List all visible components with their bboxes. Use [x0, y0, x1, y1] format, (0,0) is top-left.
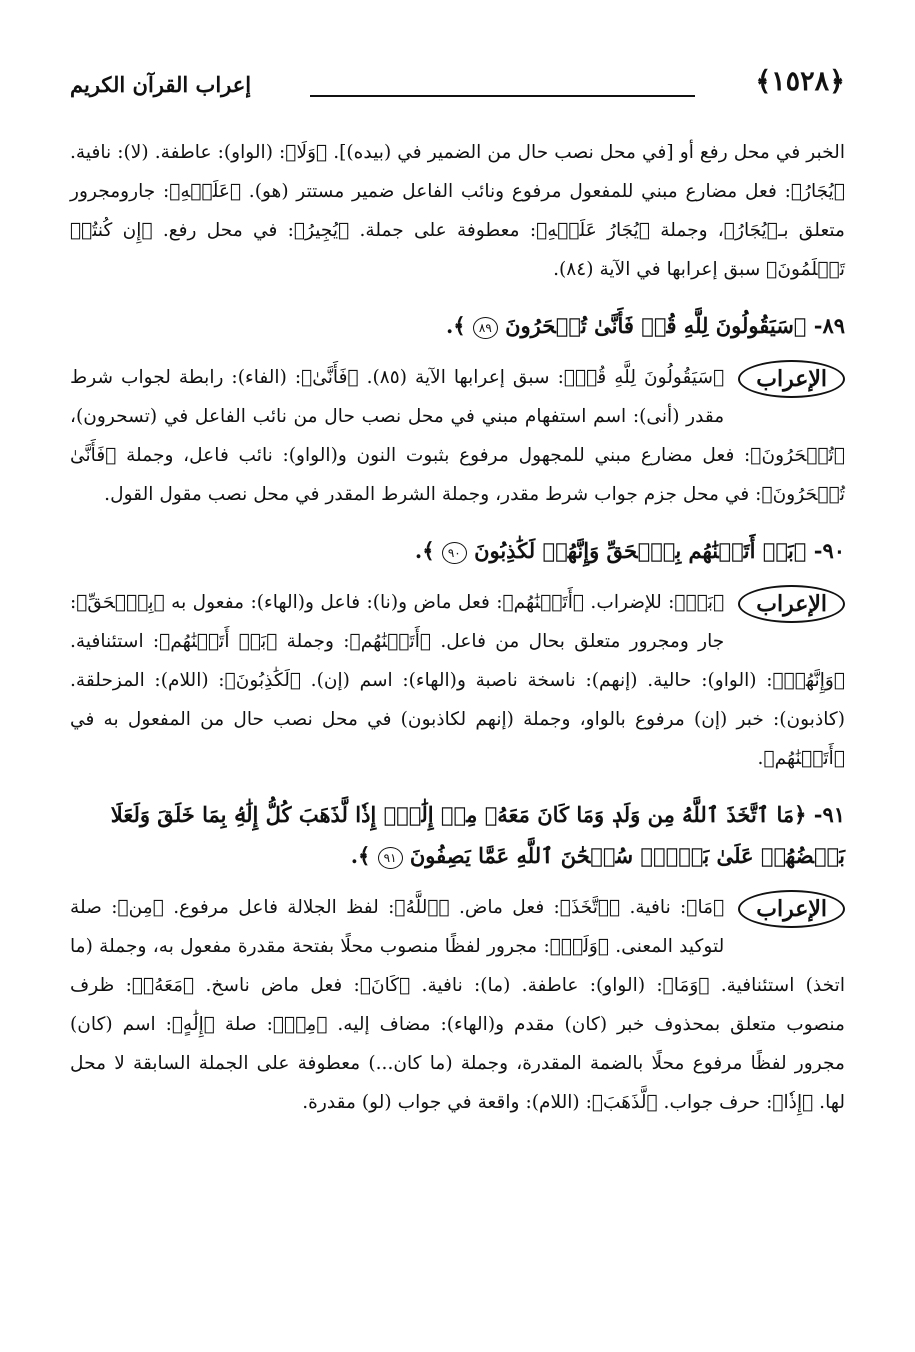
ayah-number-mark: ٩٠	[442, 542, 467, 564]
irab-block-89	[70, 358, 845, 514]
irab-block-90	[70, 583, 845, 778]
verse-close: ﴾.	[414, 538, 435, 563]
verse-number: ٩١-	[813, 802, 845, 827]
verse-text: ﴿سَيَقُولُونَ لِلَّهِ قُلۡ فَأَنَّىٰ تُسۡحَرُونَ	[505, 313, 807, 338]
header-rule	[310, 95, 695, 97]
verse-text: ﴿بَلۡ أَتَيۡنَٰهُم بِٱلۡحَقِّ وَإِنَّهُمۡ لَكَٰذِبُونَ	[474, 538, 807, 563]
irab-text: ﴿سَيَقُولُونَ لِلَّهِ قُلۡ﴾: سبق إعرابها الآية (٨٥). ﴿فَأَنَّىٰ﴾: (الفاء): رابطة لجواب شرط مقدر (أنى): اسم استفهام مبني في محل نصب حال من نائب الفاعل في (تسحرون)، ﴿تُسۡحَرُونَ﴾: فعل مضارع مبني للمجهول مرفوع بثبوت النون و(الواو): نائب فاعل، وجملة ﴿فَأَنَّىٰ تُسۡحَرُونَ﴾: في محل جزم جواب شرط مقدر، وجملة الشرط المقدر في محل نصب مقول القول.	[70, 367, 845, 505]
verse-number: ٨٩-	[813, 313, 845, 338]
verse-number: ٩٠-	[813, 538, 845, 563]
verse-text: ﴿مَا ٱتَّخَذَ ٱللَّهُ مِن وَلَدٖ وَمَا كَانَ مَعَهُۥ مِنۡ إِلَٰهٍۚ إِذٗا لَّذَهَبَ كُلُّ إِلَٰهِۢ بِمَا خَلَقَ وَلَعَلَا بَعۡضُهُمۡ عَلَىٰ بَعۡضٖۚ سُبۡحَٰنَ ٱللَّهِ عَمَّا يَصِفُونَ	[110, 802, 845, 868]
irab-text: ﴿مَا﴾: نافية. ﴿ٱتَّخَذَ﴾: فعل ماض. ﴿ٱللَّهُ﴾: لفظ الجلالة فاعل مرفوع. ﴿مِن﴾: صلة لتوكيد المعنى. ﴿وَلَدٖ﴾: مجرور لفظًا منصوب محلًا بفتحة مقدرة مفعول به، وجملة (ما اتخذ) استئنافية. ﴿وَمَا﴾: (الواو): عاطفة. (ما): نافية. ﴿كَانَ﴾: فعل ماض ناسخ. ﴿مَعَهُۥ﴾: ظرف منصوب متعلق بمحذوف خبر (كان) مقدم و(الهاء): مضاف إليه. ﴿مِنۡ﴾: صلة ﴿إِلَٰهٍ﴾: اسم (كان) مجرور لفظًا مرفوع محلًا بالضمة المقدرة، وجملة (ما كان...) معطوفة على الجملة السابقة لا محل لها. ﴿إِذٗا﴾: حرف جواب. ﴿لَّذَهَبَ﴾: (اللام): واقعة في جواب (لو) مقدرة.	[70, 897, 845, 1113]
irab-badge: الإعراب	[738, 890, 845, 928]
verse-89	[70, 305, 845, 346]
irab-text: ﴿بَلۡ﴾: للإضراب. ﴿أَتَيۡنَٰهُم﴾: فعل ماض و(نا): فاعل و(الهاء): مفعول به ﴿بِٱلۡحَقِّ﴾: جار ومجرور متعلق بحال من فاعل. ﴿أَتَيۡنَٰهُم﴾: وجملة ﴿بَلۡ أَتَيۡنَٰهُم﴾: استئنافية. ﴿وَإِنَّهُمۡ﴾: (الواو): حالية. (إنهم): ناسخة ناصبة و(الهاء): اسم (إن). ﴿لَكَٰذِبُونَ﴾: (اللام): المزحلقة. (كاذبون): خبر (إن) مرفوع بالواو، وجملة (إنهم لكاذبون) في محل نصب حال من المفعول به في ﴿أَتَيۡنَٰهُم﴾.	[70, 592, 845, 769]
page-header	[70, 62, 845, 112]
book-title: إعراب القرآن الكريم	[70, 72, 252, 97]
ayah-number-mark: ٩١	[378, 847, 403, 869]
verse-close: ﴾.	[350, 843, 371, 868]
page-number: ﴿١٥٢٨﴾	[755, 66, 845, 97]
irab-badge: الإعراب	[738, 360, 845, 398]
irab-badge: الإعراب	[738, 585, 845, 623]
verse-close: ﴾.	[445, 313, 466, 338]
intro-paragraph: الخبر في محل رفع أو [في محل نصب حال من الضمير في (بيده)]. ﴿وَلَا﴾: (الواو): عاطفة. (لا): نافية. ﴿يُجَارُ﴾: فعل مضارع مبني للمفعول مرفوع ونائب الفاعل ضمير مستتر (هو). ﴿عَلَيۡهِ﴾: جارومجرور متعلق بـ﴿يُجَارُ﴾، وجملة ﴿يُجَارُ عَلَيۡهِ﴾: معطوفة على جملة. ﴿يُجِيرُ﴾: في محل رفع. ﴿إِن كُنتُمۡ تَعۡلَمُونَ﴾ سبق إعرابها في الآية (٨٤).	[70, 142, 845, 280]
irab-block-91	[70, 888, 845, 1122]
verse-91	[70, 794, 845, 876]
page-content	[70, 133, 845, 1122]
ayah-number-mark: ٨٩	[473, 317, 498, 339]
verse-90	[70, 530, 845, 571]
